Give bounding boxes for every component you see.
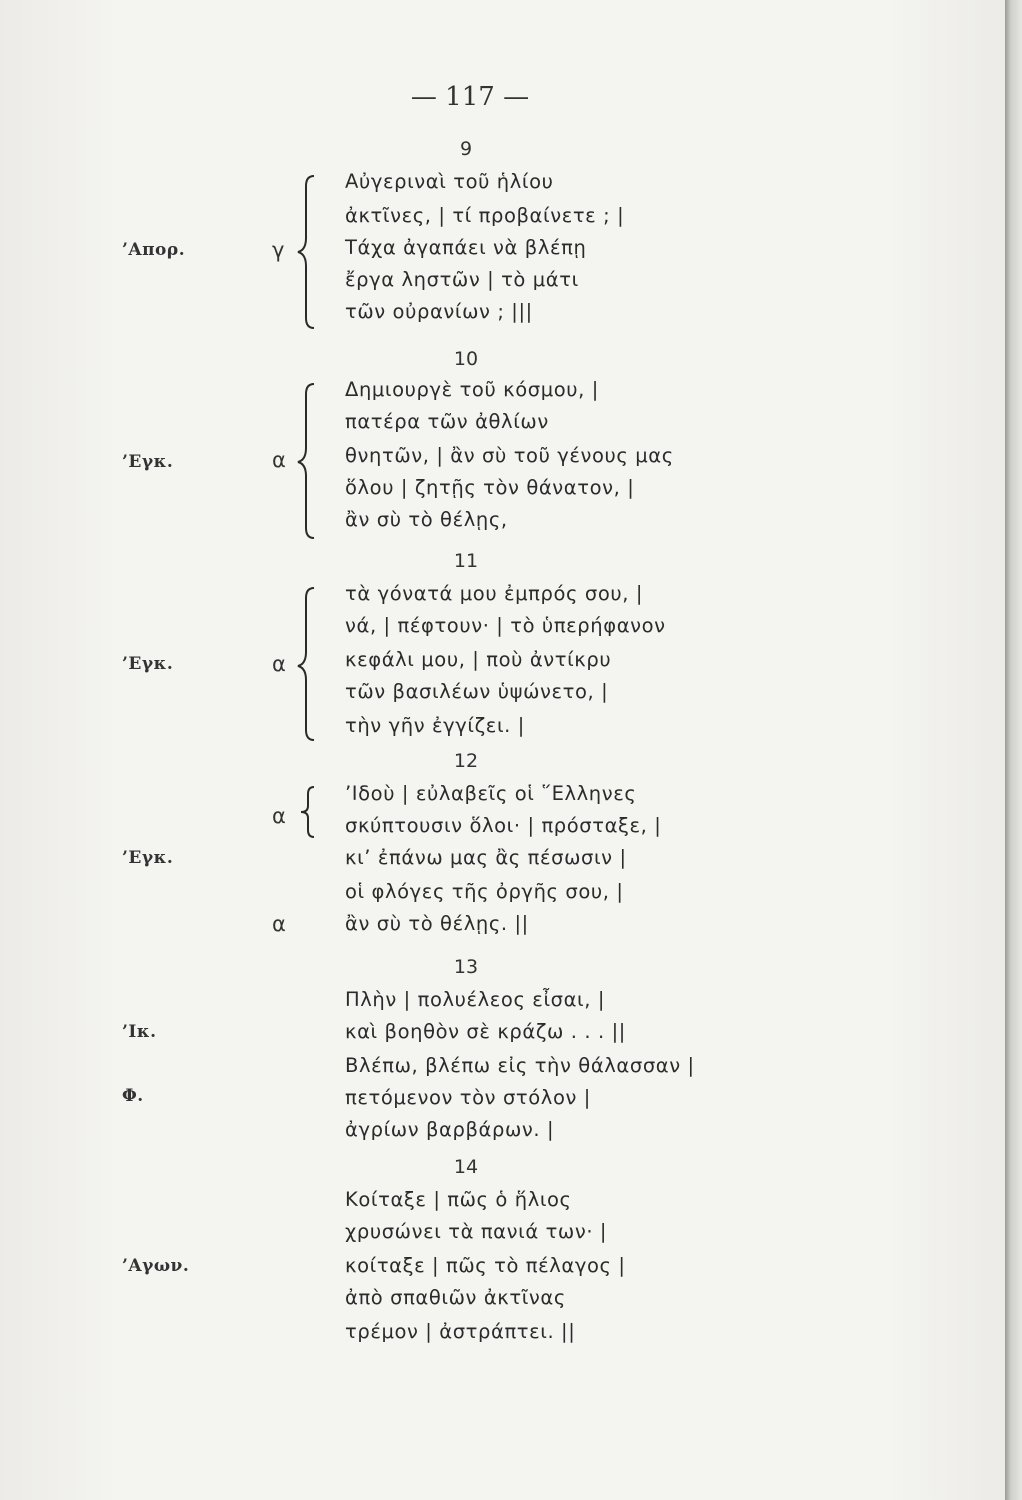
verse-line: κι’ ἐπάνω μας ἂς πέσωσιν | <box>345 846 627 869</box>
page-number: — 117 — <box>410 82 530 112</box>
verse-line: Τάχα ἀγαπάει νὰ βλέπῃ <box>345 236 587 259</box>
verse-line: ’Ιδοὺ | εὐλαβεῖς οἱ ῞Ελληνες <box>345 782 637 805</box>
speaker-label-2: Φ. <box>122 1086 144 1106</box>
verse-line: Αὐγεριναὶ τοῦ ἡλίου <box>345 170 554 193</box>
speaker-label: ’Ικ. <box>122 1022 157 1042</box>
verse-line: ὅλου | ζητῇς τὸν θάνατον, | <box>345 476 635 499</box>
speaker-label: ’Εγκ. <box>122 452 174 472</box>
verse-line: νά, | πέφτουν· | τὸ ὑπερήφανον <box>345 614 666 637</box>
mode-label-2: α <box>272 912 286 936</box>
page-edge <box>1005 0 1022 1500</box>
section-number: 13 <box>453 956 479 978</box>
brace-icon <box>294 380 324 542</box>
verse-line: Δημιουργὲ τοῦ κόσμου, | <box>345 378 599 401</box>
verse-line: ἂν σὺ τὸ θέλῃς, <box>345 508 508 531</box>
brace-icon <box>296 784 324 840</box>
verse-line: κοίταξε | πῶς τὸ πέλαγος | <box>345 1254 626 1277</box>
verse-line: πετόμενον τὸν στόλον | <box>345 1086 591 1109</box>
speaker-label: ’Αγων. <box>122 1256 190 1276</box>
verse-line: θνητῶν, | ἂν σὺ τοῦ γένους μας <box>345 444 674 467</box>
verse-line: τὴν γῆν ἐγγίζει. | <box>345 714 525 737</box>
speaker-label: ’Εγκ. <box>122 654 174 674</box>
verse-line: τὰ γόνατά μου ἐμπρός σου, | <box>345 582 643 605</box>
mode-label: α <box>272 448 286 472</box>
verse-line: Κοίταξε | πῶς ὁ ἥλιος <box>345 1188 572 1211</box>
verse-line: ἀγρίων βαρβάρων. | <box>345 1118 555 1141</box>
verse-line: Πλὴν | πολυέλεος εἶσαι, | <box>345 988 606 1011</box>
mode-label: α <box>272 652 286 676</box>
verse-line: τῶν οὐρανίων ; ||| <box>345 300 533 323</box>
speaker-label: ’Εγκ. <box>122 848 174 868</box>
mode-label: α <box>272 804 286 828</box>
section-number: 9 <box>459 138 473 160</box>
section-number: 12 <box>453 750 479 772</box>
verse-line: σκύπτουσιν ὅλοι· | πρόσταξε, | <box>345 814 662 837</box>
verse-line: ἀκτῖνες, | τί προβαίνετε ; | <box>345 204 625 227</box>
verse-line: οἱ φλόγες τῆς ὀργῆς σου, | <box>345 880 624 903</box>
verse-line: καὶ βοηθὸν σὲ κράζω . . . || <box>345 1020 626 1043</box>
verse-line: τῶν βασιλέων ὑψώνετο, | <box>345 680 609 703</box>
verse-line: ἂν σὺ τὸ θέλῃς. || <box>345 912 529 935</box>
brace-icon <box>294 172 324 332</box>
verse-line: πατέρα τῶν ἀθλίων <box>345 410 549 433</box>
verse-line: τρέμον | ἀστράπτει. || <box>345 1320 576 1343</box>
brace-icon <box>294 584 324 744</box>
verse-line: Βλέπω, βλέπω εἰς τὴν θάλασσαν | <box>345 1054 695 1077</box>
section-number: 10 <box>453 348 479 370</box>
section-number: 11 <box>453 550 479 572</box>
section-number: 14 <box>453 1156 479 1178</box>
verse-line: ἔργα ληστῶν | τὸ μάτι <box>345 268 579 291</box>
verse-line: χρυσώνει τὰ πανιά των· | <box>345 1220 608 1243</box>
speaker-label: ’Απορ. <box>122 240 186 260</box>
verse-line: ἀπὸ σπαθιῶν ἀκτῖνας <box>345 1286 566 1309</box>
mode-label: γ <box>272 238 285 262</box>
verse-line: κεφάλι μου, | ποὺ ἀντίκρυ <box>345 648 612 671</box>
